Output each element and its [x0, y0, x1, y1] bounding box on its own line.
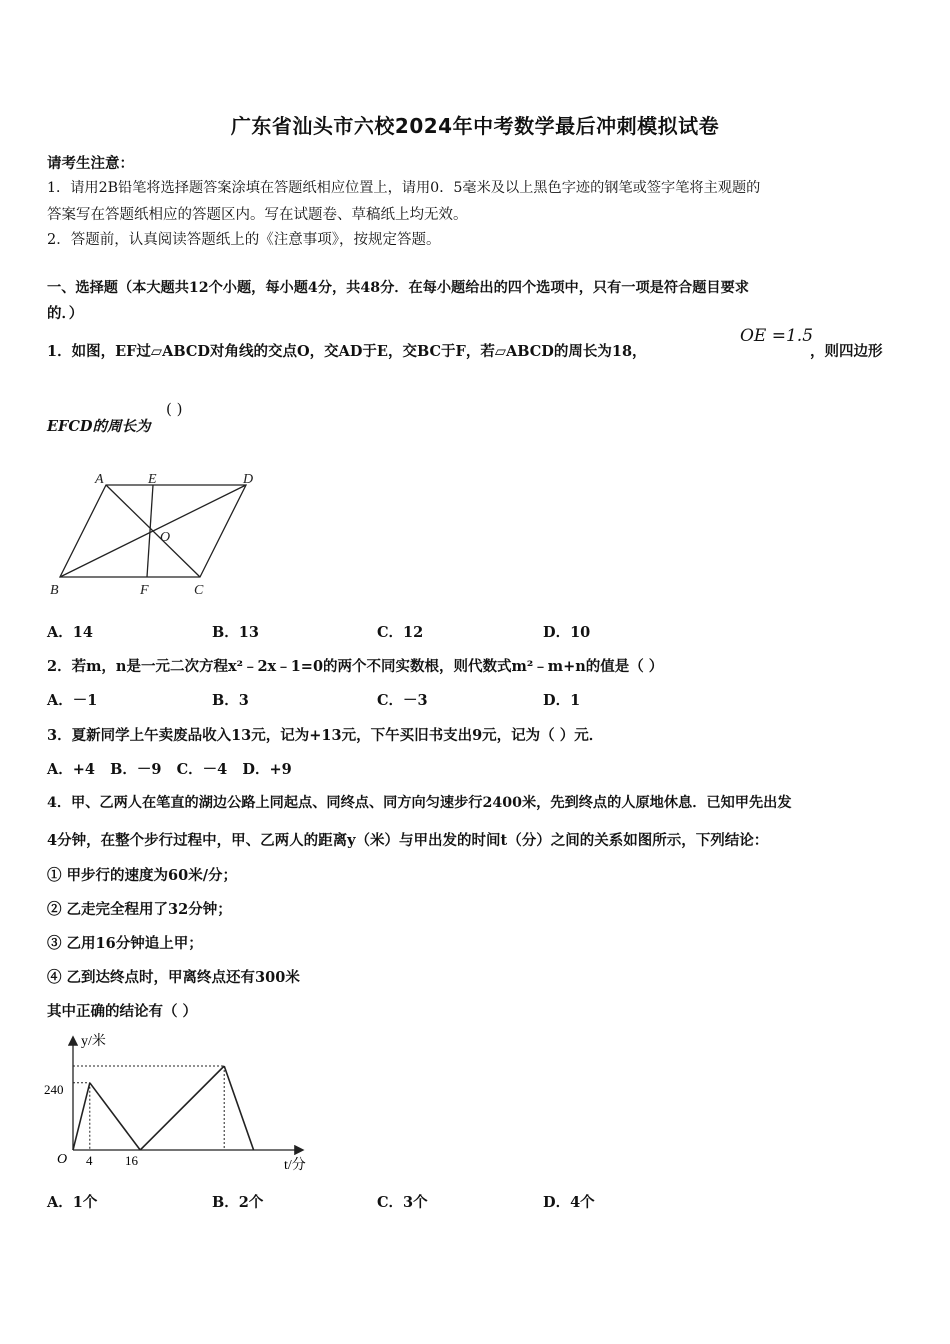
label-f: F [140, 583, 149, 598]
q1-option-b[interactable]: B．13 [212, 624, 259, 641]
q4-statement-1: ① 甲步行的速度为60米/分； [47, 867, 238, 884]
series-segment-3 [140, 1066, 224, 1150]
q2-option-a[interactable]: A．－1 [47, 692, 98, 709]
q4-distance-time-chart [40, 1028, 330, 1178]
section-heading-line-1: 一、选择题（本大题共12个小题，每小题4分，共48分．在每小题给出的四个选项中，只有一项是符合题目要求 [47, 280, 749, 296]
q4-option-d[interactable]: D．4个 [543, 1194, 595, 1211]
label-a: A [95, 472, 104, 487]
origin-label: O [57, 1152, 68, 1167]
q2-option-d[interactable]: D．1 [543, 692, 581, 709]
q4-statement-2: ② 乙走完全程用了32分钟； [47, 901, 232, 918]
notice-heading: 请考生注意： [47, 155, 134, 172]
label-o: O [160, 530, 171, 545]
section-heading-line-2: 的．） [47, 305, 84, 322]
q1-option-d[interactable]: D．10 [543, 624, 591, 641]
notice-line-2: 答案写在答题纸相应的答题区内。写在试题卷、草稿纸上均无效。 [47, 207, 468, 223]
q1-parallelogram-figure [40, 465, 280, 600]
q1-text: 1．如图，EF过▱ABCD对角线的交点O，交AD于E，交BC于F，若▱ABCD的周长为18， [47, 343, 647, 360]
q4-statement-4: ④ 乙到达终点时，甲离终点还有300米 [47, 969, 300, 986]
q1-option-c[interactable]: C．12 [377, 624, 424, 641]
x-axis-label: t/分 [284, 1158, 306, 1173]
series-segment-4 [224, 1066, 253, 1150]
x-tick-label-4: 4 [86, 1153, 93, 1168]
y-tick-label-240: 240 [44, 1082, 64, 1097]
q1-option-a[interactable]: A．14 [47, 624, 93, 641]
q1-text-tail: ，则四边形 [810, 343, 883, 360]
q4-question: 其中正确的结论有（ ） [47, 1003, 198, 1020]
q4-option-b[interactable]: B．2个 [212, 1194, 264, 1211]
label-b: B [50, 583, 59, 598]
diagonal-bd [60, 485, 246, 577]
q2-option-b[interactable]: B．3 [212, 692, 249, 709]
series-segment-2 [90, 1083, 140, 1150]
q1-answer-paren: ( ) [166, 400, 183, 418]
page-title: 广东省汕头市六校2024年中考数学最后冲刺模拟试卷 [230, 114, 720, 138]
x-tick-label-16: 16 [125, 1153, 138, 1168]
label-c: C [194, 583, 204, 598]
y-axis-label: y/米 [81, 1034, 106, 1049]
series-segment-1 [73, 1083, 90, 1150]
notice-line-3: 2．答题前，认真阅读答题纸上的《注意事项》，按规定答题。 [47, 232, 441, 248]
q4-line-2: 4分钟，在整个步行过程中，甲、乙两人的距离y（米）与甲出发的时间t（分）之间的关系如图所示，下列结论： [47, 832, 769, 849]
q4-line-1: 4．甲、乙两人在笔直的湖边公路上同起点、同终点、同方向匀速步行2400米，先到终点的人原地休息．已知甲先出发 [47, 795, 792, 811]
q2-text: 2．若m，n是一元二次方程x²﹣2x﹣1=0的两个不同实数根，则代数式m²﹣m+n的值是（ ） [47, 658, 664, 675]
q1-line-2: EFCD的周长为 [47, 418, 151, 435]
q1-formula: OE =1.5 [740, 326, 814, 346]
q2-option-c[interactable]: C．－3 [377, 692, 428, 709]
q4-option-c[interactable]: C．3个 [377, 1194, 428, 1211]
notice-line-1: 1．请用2B铅笔将选择题答案涂填在答题纸相应位置上，请用0．5毫米及以上黑色字迹的钢笔或签字笔将主观题的 [47, 180, 761, 196]
label-d: D [243, 472, 254, 487]
q4-option-a[interactable]: A．1个 [47, 1194, 98, 1211]
label-e: E [148, 472, 157, 487]
q3-options[interactable]: A．+4 B．－9 C．－4 D．+9 [47, 761, 292, 778]
q3-text: 3．夏新同学上午卖废品收入13元，记为+13元，下午买旧书支出9元，记为（ ）元． [47, 727, 604, 744]
q4-statement-3: ③ 乙用16分钟追上甲； [47, 935, 203, 952]
